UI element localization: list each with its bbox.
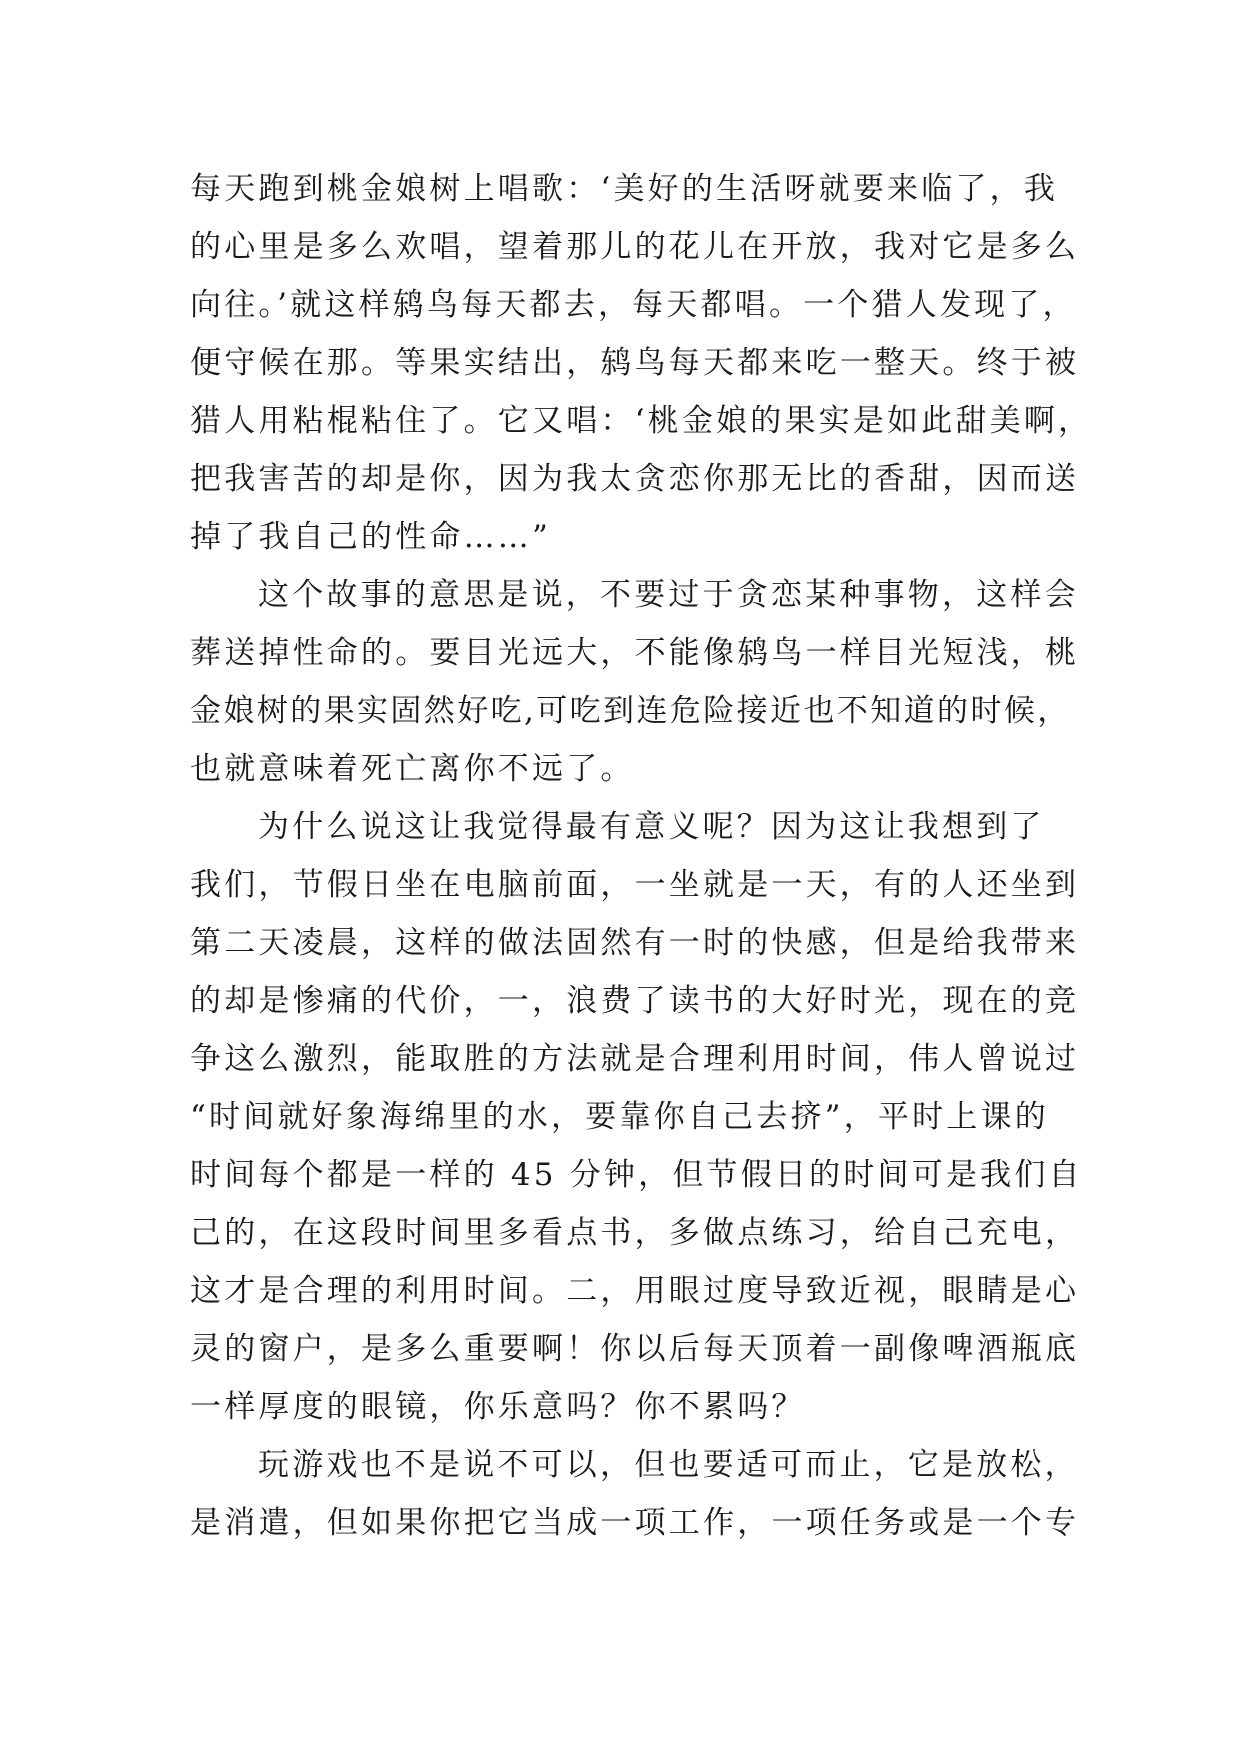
text-line: 玩游戏也不是说不可以，但也要适可而止，它是放松， [258,1447,1079,1483]
paragraph-story-end [190,160,1093,566]
text-line: 这个故事的意思是说，不要过于贪恋某种事物，这样会 [258,577,1079,613]
text-line: 时间每个都是一样的 45 分钟，但节假日的时间可是我们自 [190,1157,1083,1193]
text-line: 的却是惨痛的代价，一，浪费了读书的大好时光，现在的竞 [190,983,1080,1019]
text-line: 第二天凌晨，这样的做法固然有一时的快感，但是给我带来 [190,925,1080,961]
text-line: 把我害苦的却是你，因为我太贪恋你那无比的香甜，因而送 [190,461,1080,497]
text-line: “时间就好象海绵里的水，要靠你自己去挤”，平时上课的 [190,1099,1049,1135]
text-line: 便守候在那。等果实结出，鸫鸟每天都来吃一整天。终于被 [190,345,1080,381]
document-body [190,160,1093,1552]
text-line: 金娘树的果实固然好吃,可吃到连危险接近也不知道的时候， [190,693,1071,729]
text-line: 这才是合理的利用时间。二，用眼过度导致近视，眼睛是心 [190,1273,1080,1309]
paragraph-meaning [190,566,1080,798]
text-line: 葬送掉性命的。要目光远大，不能像鸫鸟一样目光短浅，桃 [190,635,1080,671]
paragraph-reflection [190,798,1083,1436]
text-line: 一样厚度的眼镜，你乐意吗？你不累吗？ [190,1389,806,1425]
text-line: 向往。’就这样鸫鸟每天都去，每天都唱。一个猎人发现了， [190,287,1077,323]
text-line: 掉了我自己的性命……” [190,519,552,555]
text-line: 我们，节假日坐在电脑前面，一坐就是一天，有的人还坐到 [190,867,1080,903]
text-line: 灵的窗户，是多么重要啊！你以后每天顶着一副像啤酒瓶底 [190,1331,1080,1367]
text-line: 争这么激烈，能取胜的方法就是合理利用时间，伟人曾说过 [190,1041,1080,1077]
text-line: 己的，在这段时间里多看点书，多做点练习，给自己充电， [190,1215,1080,1251]
text-line: 是消遣，但如果你把它当成一项工作，一项任务或是一个专 [190,1505,1080,1541]
text-line: 的心里是多么欢唱，望着那儿的花儿在开放，我对它是多么 [190,229,1080,265]
text-line: 为什么说这让我觉得最有意义呢？因为这让我想到了 [258,809,1045,845]
text-line: 每天跑到桃金娘树上唱歌：‘美好的生活呀就要来临了，我 [190,171,1059,207]
text-line: 猎人用粘棍粘住了。它又唱：‘桃金娘的果实是如此甜美啊， [190,403,1093,439]
paragraph-games [190,1436,1080,1552]
text-line: 也就意味着死亡离你不远了。 [190,751,635,787]
